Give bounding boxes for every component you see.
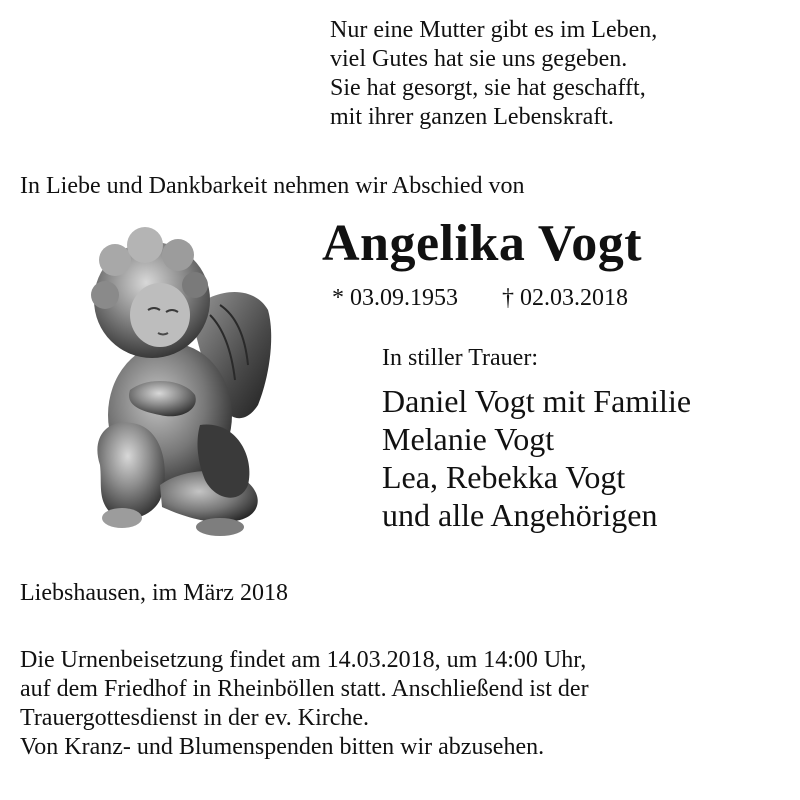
poem-line: mit ihrer ganzen Lebenskraft. bbox=[330, 104, 614, 130]
farewell-intro: In Liebe und Dankbarkeit nehmen wir Abschied von bbox=[20, 173, 525, 199]
ceremony-info bbox=[20, 646, 589, 762]
ceremony-line: Von Kranz- und Blumenspenden bitten wir abzusehen. bbox=[20, 734, 545, 760]
mourner-entry: Lea, Rebekka Vogt bbox=[382, 459, 626, 495]
poem-line: Sie hat gesorgt, sie hat geschafft, bbox=[330, 75, 646, 101]
death-date: † 02.03.2018 bbox=[502, 285, 628, 311]
life-dates bbox=[332, 283, 628, 313]
poem-line: Nur eine Mutter gibt es im Leben, bbox=[330, 17, 658, 43]
ceremony-line: Trauergottesdienst in der ev. Kirche. bbox=[20, 705, 370, 731]
ceremony-line: Die Urnenbeisetzung findet am 14.03.2018, um 14:00 Uhr, bbox=[20, 647, 587, 673]
ceremony-line: auf dem Friedhof in Rheinböllen statt. Anschließend ist der bbox=[20, 676, 589, 702]
mourner-entry: Daniel Vogt mit Familie bbox=[382, 383, 692, 419]
birth-date: * 03.09.1953 bbox=[332, 285, 458, 311]
mourning-label: In stiller Trauer: bbox=[382, 345, 538, 371]
memorial-poem bbox=[330, 16, 790, 132]
deceased-name: Angelika Vogt bbox=[322, 215, 643, 272]
cherub-angel-statue-icon bbox=[70, 215, 280, 550]
mourner-entry: Melanie Vogt bbox=[382, 421, 555, 457]
mourner-entry: und alle Angehörigen bbox=[382, 497, 658, 533]
place-and-date: Liebshausen, im März 2018 bbox=[20, 580, 288, 606]
mourners-list bbox=[382, 382, 691, 534]
poem-line: viel Gutes hat sie uns gegeben. bbox=[330, 46, 628, 72]
